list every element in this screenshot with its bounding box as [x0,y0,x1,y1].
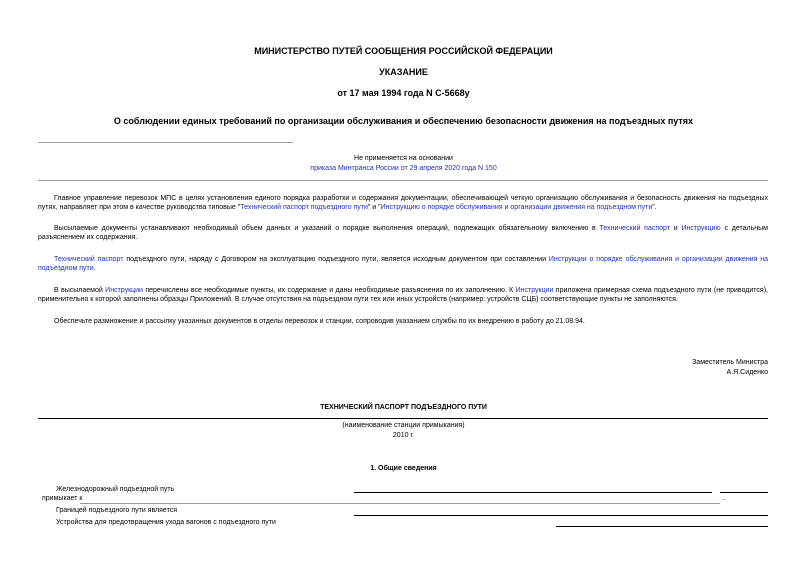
tech-passport-link[interactable]: Технический паспорт подъездного пути [240,204,368,211]
field-railway-line [354,492,712,493]
field-adjoins-end: .. [722,495,726,502]
field-boundary-label: Границей подъездного пути является [56,507,178,514]
instruction-link[interactable]: Инструкции [515,287,554,294]
field-railway-label: Железнодорожный подъездной путь [56,486,175,493]
field-adjoins-label: примыкает к [42,495,83,502]
paragraph-1: Главное управление перевозок МПС в целях установления единого порядка разработки и содержания документации, обеспечивающей четкую организацию обслуживания и безопасность движения на подъездных путях, направляет при этом в качестве руководства типовые "Технический паспорт подъездного пути" и "Инструкцию о порядке обслуживания и организации движения на подъездном пути". [38,195,768,211]
passport-title: ТЕХНИЧЕСКИЙ ПАСПОРТ ПОДЪЕЗДНОГО ПУТИ [320,404,487,411]
instruction-link[interactable]: Инструкцию о порядке обслуживания и организации движения на подъездном пути [380,204,653,211]
ministry-heading: МИНИСТЕРСТВО ПУТЕЙ СООБЩЕНИЯ РОССИЙСКОЙ ФЕДЕРАЦИИ [254,46,553,56]
field-devices-label: Устройства для предотвращения ухода вагонов с подъездного пути [56,519,276,526]
paragraph-2: Высылаемые документы устанавливают необходимый объем данных и указаний о порядке выполнения операций, подлежащих обязательному включению в Технический паспорт и Инструкцию с детальным разъяснением их содержания. [38,225,768,241]
instruction-link[interactable]: Инструкцию [681,225,721,232]
paragraph-4: В высылаемой Инструкции перечислены все необходимые пункты, их содержание и даны необходимые разъяснения по их заполнению. К Инструкции приложена примерная схема подъездного пути (не приводится), применительно к которой заполнены образцы Приложений. В случае отсутствия на подъездном пути тех или иных устройств (например: устройств СЦБ) соответствующие пункты не заполняются. [38,287,768,303]
station-caption: (наименование станции примыкания) [342,422,465,429]
field-boundary-line [354,515,768,516]
field-adjoins-line [80,503,720,504]
station-name-line [38,418,768,419]
field-devices-line [556,526,768,527]
tech-passport-link[interactable]: Технический паспорт [54,256,124,263]
instruction-link[interactable]: Инструкции [105,287,143,294]
document-type: УКАЗАНИЕ [379,67,428,77]
document-date-number: от 17 мая 1994 года N С-5668у [337,88,470,98]
signature-name: А.Я.Сиденко [726,369,768,376]
instruction-link[interactable]: Инструкции о порядке обслуживания и организации движения на подъездном пути [38,256,769,272]
document-subject: О соблюдении единых требований по организации обслуживания и обеспечению безопасности движения на подъездных путях [113,116,694,126]
notice-text: Не применяется на основании [354,155,453,162]
signature-title: Заместитель Министра [692,359,768,366]
paragraph-3: Технический паспорт подъездного пути, наряду с Договором на эксплуатацию подъездного пути, является исходным документом при составлении Инструкции о порядке обслуживания и организации движения на подъездном пути. [38,256,769,272]
section-general-info: 1. Общие сведения [370,465,437,472]
paragraph-5: Обеспечьте размножение и рассылку указанных документов в отделы перевозок и станции, сопроводив указанием службы по их внедрению в работу до 21.08.94. [54,318,585,325]
passport-year: 2010 г. [392,432,415,439]
notice-order-link[interactable]: приказа Минтранса России от 29 апреля 2020 года N 150 [310,165,497,172]
tech-passport-link[interactable]: Технический паспорт [599,225,670,232]
field-railway-line-end [720,492,768,493]
notice-bottom-divider [38,180,768,181]
notice-top-divider [38,142,293,143]
